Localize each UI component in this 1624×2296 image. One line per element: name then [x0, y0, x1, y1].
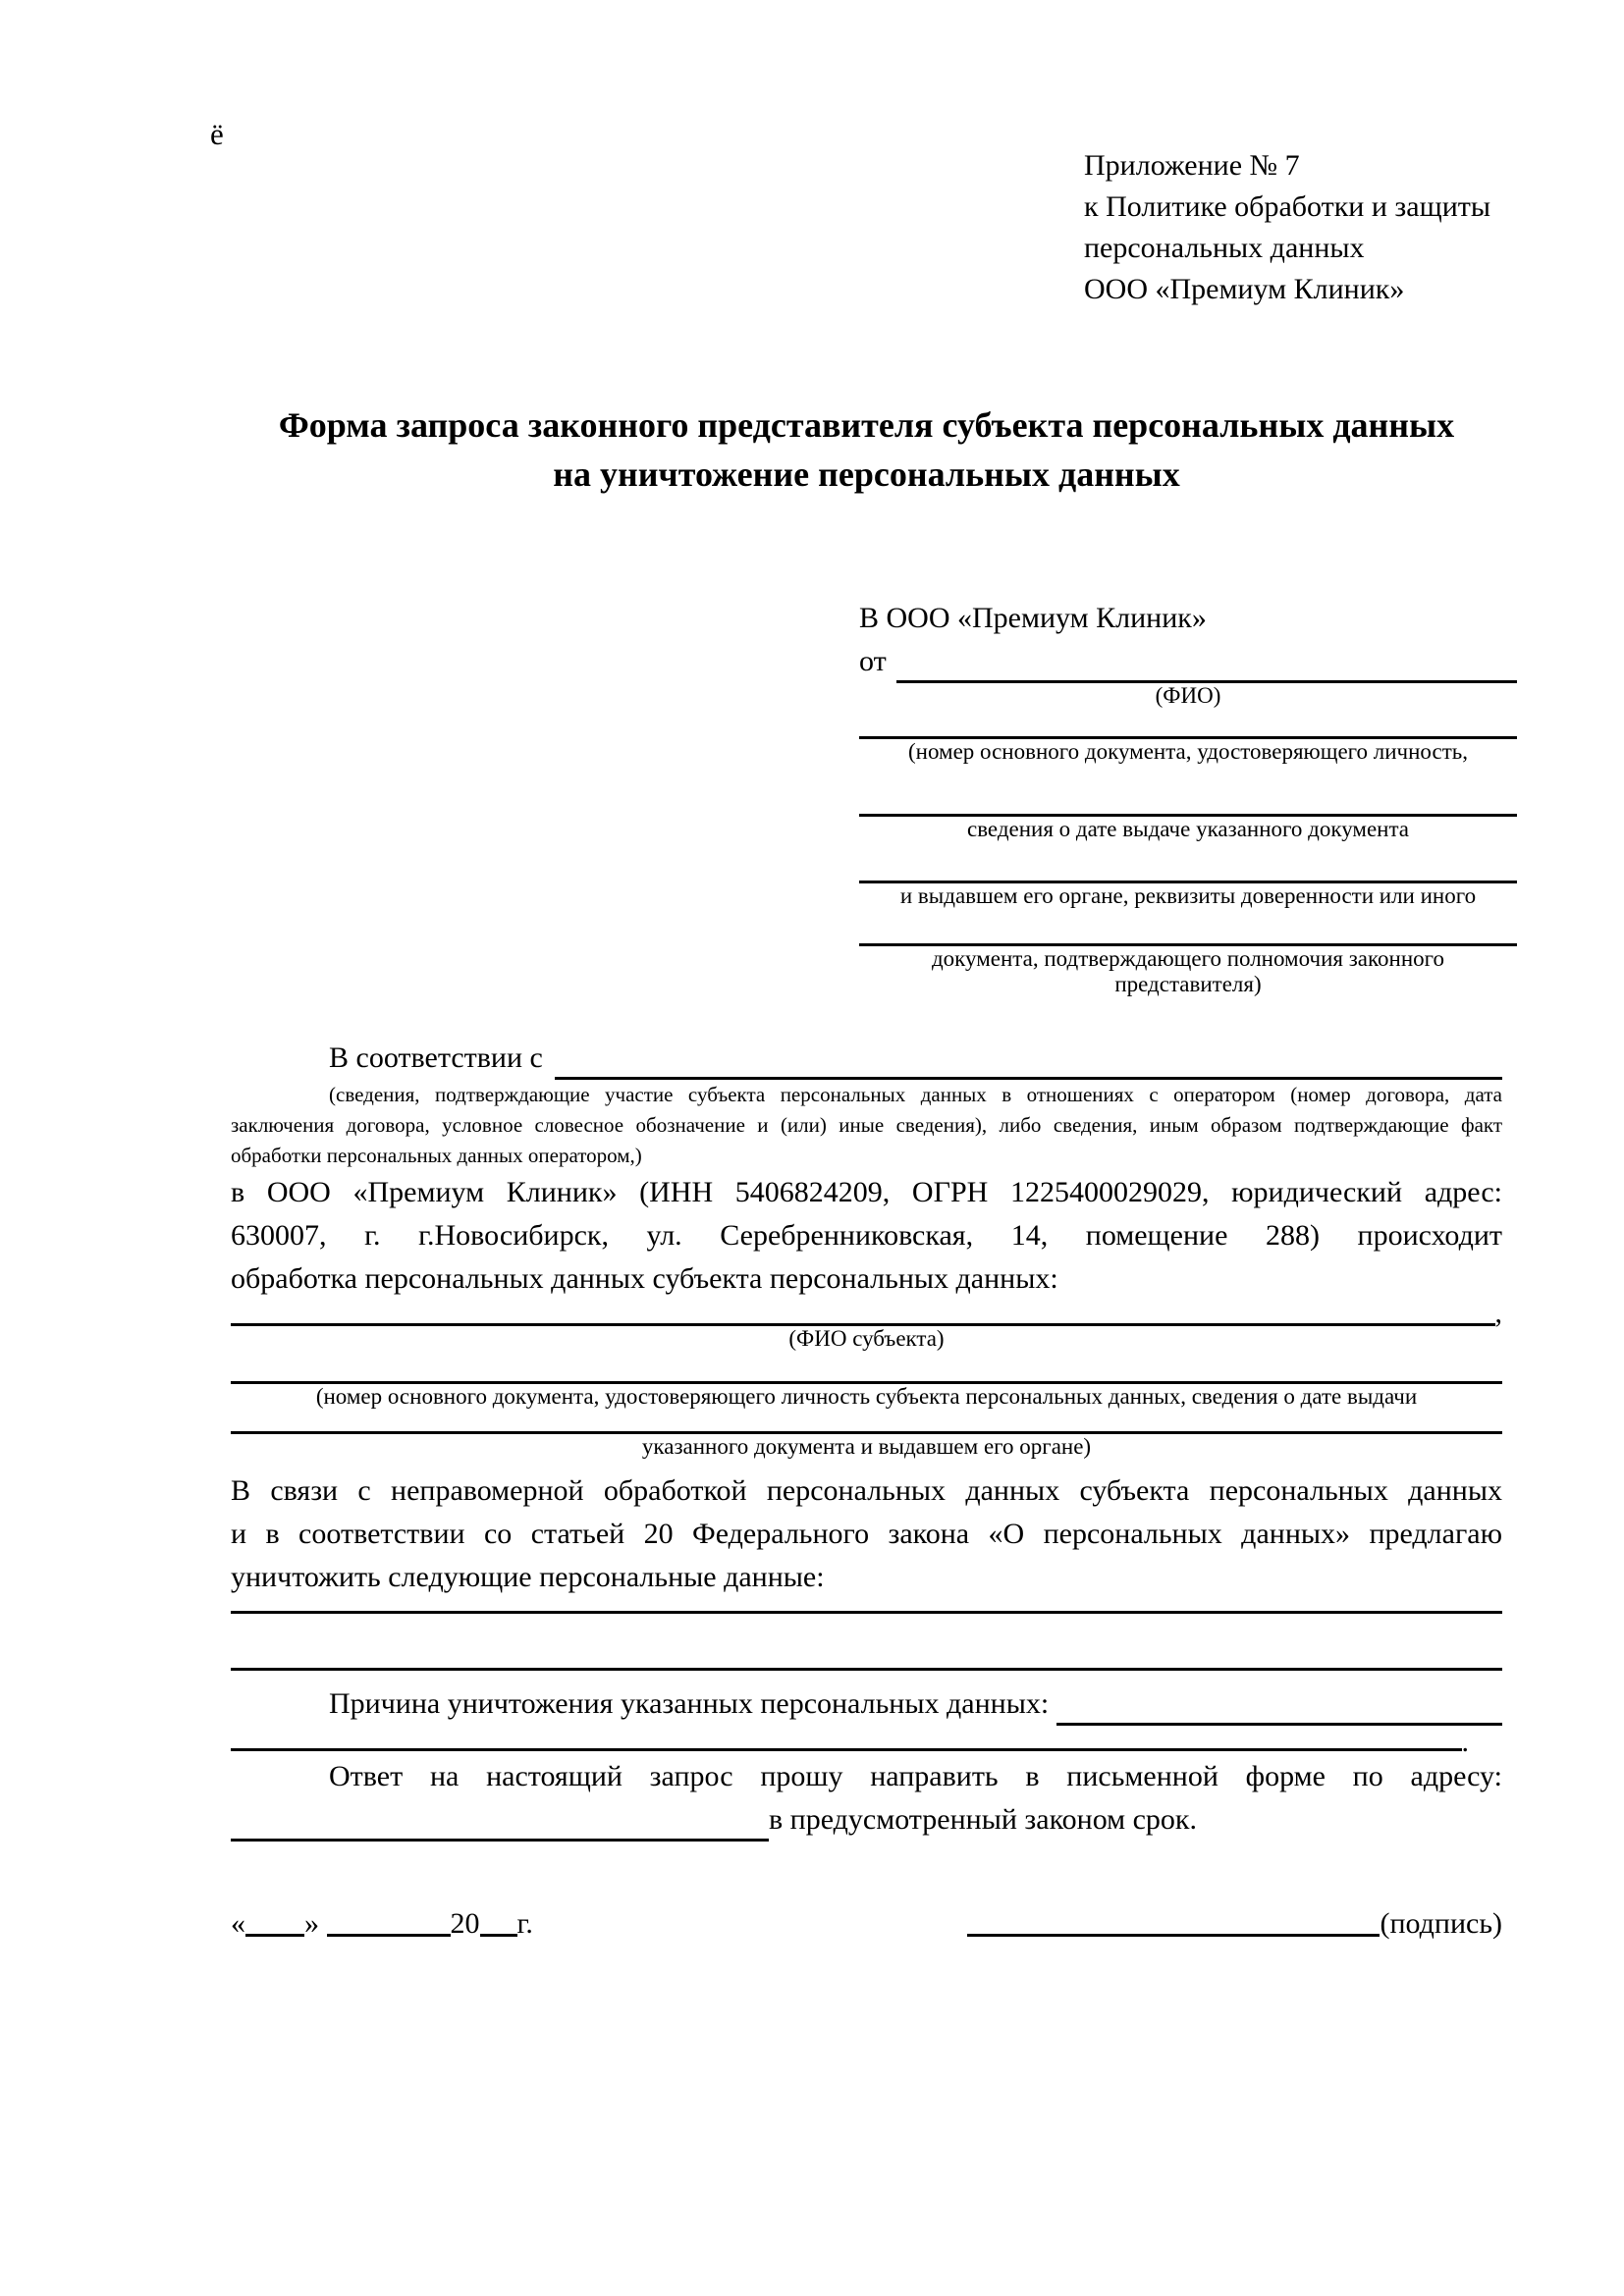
comma: ,	[1494, 1297, 1502, 1329]
year-prefix: 20	[450, 1907, 480, 1940]
doc-caption: (номер основного документа, удостоверяющего личность,	[907, 739, 1468, 764]
month-blank-line	[327, 1906, 451, 1937]
operator-paragraph	[231, 1171, 1502, 1301]
operator-paragraph-line: в ООО «Премиум Клиник» (ИНН 5406824209, ОГРН 1225400029029, юридический адрес:	[231, 1176, 1502, 1208]
doc-caption: документа, подтверждающего полномочия законного представителя)	[931, 946, 1444, 996]
period: .	[1461, 1726, 1469, 1758]
reply-address-blank-line	[231, 1799, 769, 1842]
subject-fio-caption: (ФИО субъекта)	[788, 1326, 945, 1351]
open-quote: «	[231, 1907, 245, 1940]
reason-continuation-blank-line	[231, 1735, 1462, 1751]
unlawful-paragraph-line: и в соответствии со статьей 20 Федерального закона «О персональных данных» предлагаю	[231, 1518, 1502, 1550]
reply-address-row	[231, 1798, 1502, 1842]
date-field	[231, 1902, 533, 1946]
year-suffix: г.	[516, 1907, 533, 1940]
in-accordance-label: В соответствии с	[329, 1041, 543, 1074]
small-print-line: обработки персональных данных оператором,)	[231, 1144, 642, 1167]
form-title-line: Форма запроса законного представителя субъекта персональных данных	[278, 405, 1455, 445]
unlawful-paragraph-line: уничтожить следующие персональные данные:	[231, 1561, 825, 1593]
reason-label: Причина уничтожения указанных персональных данных:	[329, 1687, 1050, 1720]
small-print-paragraph	[231, 1080, 1502, 1171]
day-blank-line	[245, 1906, 304, 1937]
unlawful-paragraph-line: В связи с неправомерной обработкой персональных данных субъекта персональных данных	[231, 1474, 1502, 1507]
fio-caption: (ФИО)	[1155, 683, 1221, 708]
reason-continuation-row	[231, 1726, 1502, 1758]
addressee-to: В ООО «Премиум Клиник»	[859, 602, 1207, 634]
year-blank-line	[480, 1906, 517, 1937]
in-accordance-row	[231, 1037, 1502, 1080]
in-accordance-blank-line	[555, 1038, 1502, 1080]
reply-tail: в предусмотренный законом срок.	[769, 1803, 1197, 1836]
operator-paragraph-line: 630007, г. г.Новосибирск, ул. Серебренниковская, 14, помещение 288) происходит	[231, 1219, 1502, 1252]
appendix-header	[1084, 0, 1502, 310]
small-print-line: заключения договора, условное словесное обозначение и (или) иные сведения), либо сведения, иным образом подтверждающие факт	[231, 1113, 1502, 1137]
subject-doc-caption: указанного документа и выдавшем его органе)	[641, 1434, 1092, 1459]
from-label: от	[859, 645, 887, 677]
data-blank-line	[231, 1611, 1502, 1614]
data-blank-line	[231, 1668, 1502, 1671]
close-quote: »	[304, 1907, 319, 1940]
addressee-block	[859, 597, 1517, 997]
from-blank-line	[896, 641, 1517, 683]
doc-caption: сведения о дате выдаче указанного документа	[966, 817, 1410, 841]
subject-doc-caption: (номер основного документа, удостоверяющего личность субъекта персональных данных, сведения о дате выдачи	[315, 1384, 1418, 1409]
operator-paragraph-line: обработка персональных данных субъекта персональных данных:	[231, 1262, 1058, 1295]
reply-request-line: Ответ на настоящий запрос прошу направить в письменной форме по адресу:	[329, 1760, 1502, 1792]
signature-row	[231, 1902, 1502, 1946]
appendix-header-line: к Политике обработки и защиты	[1084, 190, 1491, 223]
appendix-header-line: ООО «Премиум Клиник»	[1084, 273, 1405, 305]
subject-fio-blank-line	[231, 1302, 1495, 1326]
appendix-header-line: персональных данных	[1084, 232, 1365, 264]
appendix-header-line: Приложение № 7	[1084, 149, 1300, 182]
signature-caption: (подпись)	[1380, 1907, 1502, 1940]
from-row	[859, 640, 1517, 683]
reason-row	[231, 1682, 1502, 1726]
stray-character: ё	[210, 117, 224, 151]
subject-fio-row	[231, 1297, 1502, 1329]
signature-field	[967, 1902, 1502, 1946]
form-title	[231, 400, 1502, 499]
unlawful-paragraph	[231, 1469, 1502, 1599]
signature-blank-line	[967, 1906, 1380, 1937]
small-print-line: (сведения, подтверждающие участие субъекта персональных данных в отношениях с оператором (номер договора, дата	[329, 1083, 1502, 1106]
form-title-line: на уничтожение персональных данных	[553, 454, 1180, 494]
reason-blank-line	[1056, 1683, 1502, 1726]
doc-caption: и выдавшем его органе, реквизиты доверенности или иного	[899, 883, 1477, 908]
